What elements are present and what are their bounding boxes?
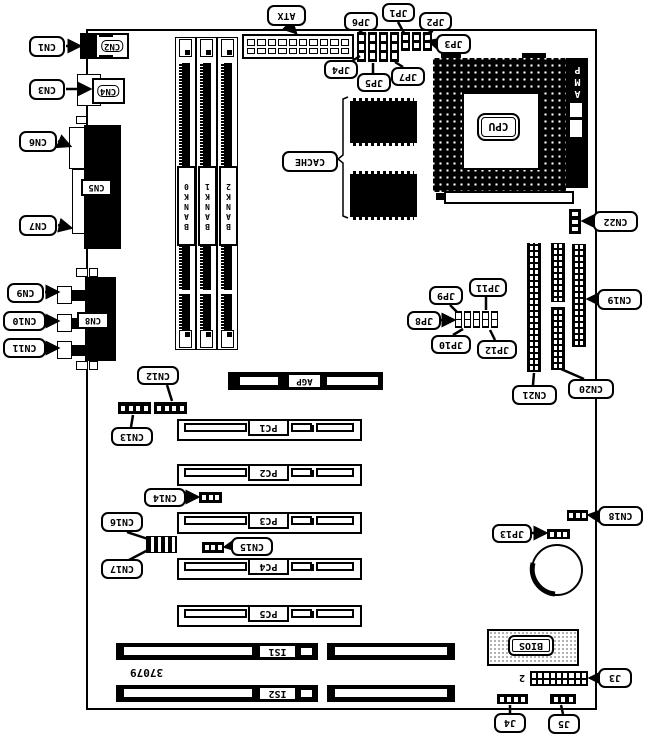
callout-cn16: CN16	[101, 512, 143, 532]
j3-row-marker: 2	[519, 672, 526, 683]
header-cn16-cn17	[146, 536, 177, 553]
cn5-label: CN5	[81, 179, 112, 196]
isa-slot-is1-right	[327, 643, 455, 660]
callout-j4: J4	[494, 713, 526, 733]
bank2-label: BANK2	[219, 166, 238, 246]
dimm-slot-bank2	[217, 37, 238, 350]
cache-chip-1	[350, 101, 417, 143]
callout-j5: J5	[548, 714, 580, 734]
agp-groove	[240, 377, 278, 385]
jumper-block-jp8-jp12	[455, 311, 498, 328]
header-cn18	[567, 510, 588, 521]
dimm-latch	[179, 39, 192, 57]
callout-cn15: CN15	[231, 537, 273, 556]
isa-slot-is2-right	[327, 685, 455, 702]
callout-jp6: JP6	[344, 12, 378, 31]
callout-cn7: CN7	[19, 215, 57, 236]
mount-hole	[76, 116, 87, 124]
pci-slot-pc5	[177, 605, 362, 627]
callout-jp13: JP13	[492, 524, 532, 543]
socket-lever	[444, 191, 574, 204]
callout-cn20: CN20	[568, 379, 614, 399]
callout-jp10: JP10	[431, 335, 471, 354]
callout-cn1: CN1	[29, 36, 65, 57]
cn20-gap	[551, 301, 565, 308]
header-cn22	[569, 209, 581, 234]
bank1-label: BANK1	[198, 166, 217, 246]
pci-slot-pc3	[177, 512, 362, 534]
connector-cn1	[80, 33, 95, 59]
callout-cn11: CN11	[3, 338, 46, 358]
callout-cn17: CN17	[101, 559, 143, 579]
pc3-label: PC3	[248, 512, 289, 529]
pci-slot-pc2	[177, 464, 362, 486]
amp-retention-bar	[566, 58, 588, 188]
callout-cn13: CN13	[111, 427, 153, 446]
atx-power-connector	[242, 34, 354, 59]
header-cn15	[202, 542, 224, 553]
pc5-label: PC5	[248, 605, 289, 622]
callout-cn18: CN18	[598, 506, 643, 526]
header-cn13	[118, 402, 151, 414]
header-j4	[497, 694, 528, 704]
dimm-slot-bank0	[175, 37, 196, 350]
amp-clip-2	[570, 120, 582, 137]
callout-cn6: CN6	[19, 131, 57, 152]
callout-jp3: JP3	[436, 34, 471, 54]
header-j5	[550, 694, 576, 704]
callout-cn21: CN21	[512, 385, 557, 405]
callout-jp4: JP4	[324, 60, 358, 79]
board-part-number: 37079	[130, 666, 164, 679]
dimm-latch	[221, 330, 234, 348]
callout-jp12: JP12	[477, 340, 517, 359]
ide-connector-cn21	[527, 243, 541, 372]
agp-groove	[327, 377, 378, 385]
agp-label: AGP	[288, 374, 321, 388]
is1-label: IS1	[258, 644, 297, 659]
callout-jp11: JP11	[469, 278, 507, 297]
bank0-label: BANK0	[177, 166, 196, 246]
dimm-latch	[200, 39, 213, 57]
callout-cn14: CN14	[144, 488, 186, 507]
jack-cn9	[57, 286, 72, 304]
callout-cn10: CN10	[3, 311, 46, 331]
bracket-tab	[89, 268, 98, 277]
amp-clip-1	[570, 103, 582, 117]
callout-cn22: CN22	[593, 211, 638, 232]
pc1-label: PC1	[248, 419, 289, 436]
callout-jp2: JP2	[419, 12, 452, 31]
callout-jp7: JP7	[391, 67, 425, 86]
cache-chip-2	[350, 174, 417, 217]
callout-cn3: CN3	[29, 79, 65, 100]
header-cn12	[154, 402, 187, 414]
callout-jp8: JP8	[407, 311, 441, 330]
cn2-label: CN2	[101, 40, 123, 52]
pc2-label: PC2	[248, 464, 289, 481]
connector-cn2	[95, 33, 129, 59]
callout-atx: ATX	[267, 5, 306, 26]
dimm-latch	[200, 330, 213, 348]
cn4-label: CN4	[97, 85, 119, 97]
dimm-slot-bank1	[196, 37, 217, 350]
connector-cn4	[92, 78, 125, 104]
jack-cn11	[57, 341, 72, 359]
callout-jp1: JP1	[382, 3, 415, 22]
bios-label: BIOS	[508, 635, 554, 656]
cn8-label: CN8	[77, 312, 109, 329]
header-j3	[530, 671, 588, 686]
bracket-tab	[89, 361, 98, 370]
callout-jp5: JP5	[357, 73, 391, 92]
bracket-tab	[76, 268, 88, 277]
jack-stub	[71, 345, 86, 356]
callout-jp9: JP9	[429, 286, 463, 305]
amp-label: AMP	[572, 63, 583, 99]
cpu-label: CPU	[477, 113, 520, 141]
header-cn14	[199, 492, 222, 503]
callout-cn9: CN9	[7, 283, 44, 303]
dimm-latch	[179, 330, 192, 348]
callout-cn19: CN19	[597, 289, 642, 310]
callout-cn12: CN12	[137, 366, 179, 385]
pci-slot-pc4	[177, 558, 362, 580]
jack-cn10	[57, 314, 72, 332]
callout-j3: J3	[598, 668, 632, 688]
callout-cache: CACHE	[282, 151, 338, 172]
dimm-latch	[221, 39, 234, 57]
floppy-connector-cn19	[572, 244, 586, 347]
jack-stub	[71, 290, 86, 301]
jumper-block-jp1-jp7	[357, 32, 432, 62]
is2-label: IS2	[258, 686, 297, 701]
pc4-label: PC4	[248, 558, 289, 575]
header-jp13	[547, 529, 570, 539]
pci-slot-pc1	[177, 419, 362, 441]
bracket-tab	[76, 361, 88, 370]
